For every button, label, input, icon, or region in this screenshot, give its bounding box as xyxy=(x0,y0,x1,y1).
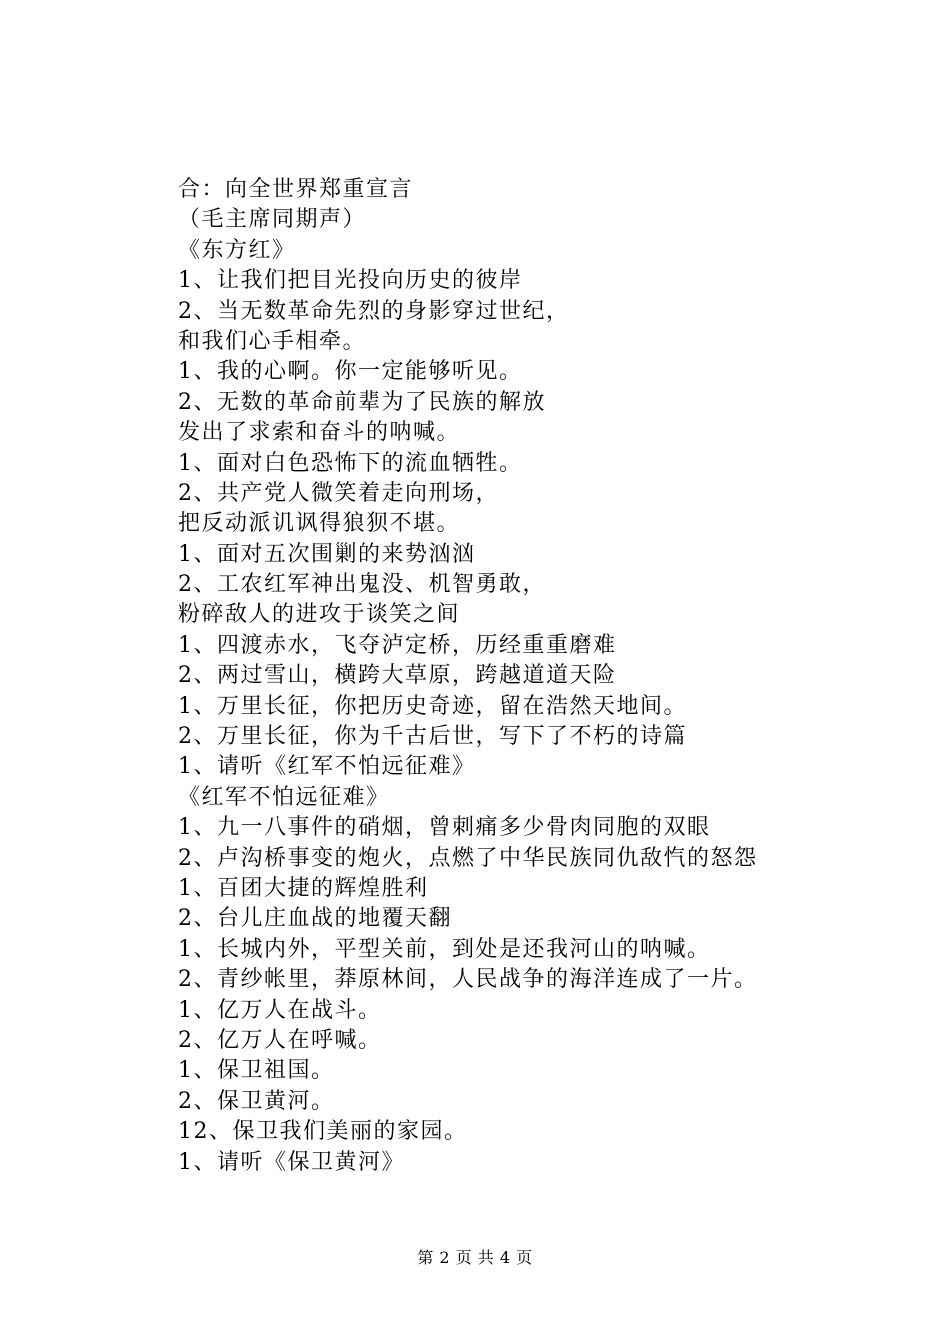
script-line: （毛主席同期声） xyxy=(178,207,367,233)
script-line: 1、保卫祖国。 xyxy=(178,1058,335,1084)
script-line: 2、保卫黄河。 xyxy=(178,1088,335,1114)
script-line: 1、九一八事件的硝烟，曾刺痛多少骨肉同胞的双眼 xyxy=(178,815,711,841)
script-line: 《东方红》 xyxy=(178,237,296,263)
script-line: 12、保卫我们美丽的家园。 xyxy=(178,1119,468,1145)
script-line: 1、万里长征，你把历史奇迹，留在浩然天地间。 xyxy=(178,693,687,719)
script-line: 1、请听《红军不怕远征难》 xyxy=(178,754,476,780)
script-line: 粉碎敌人的进攻于谈笑之间 xyxy=(178,602,461,628)
script-line: 2、台儿庄血战的地覆天翻 xyxy=(178,906,452,932)
script-line: 2、共产党人微笑着走向刑场， xyxy=(178,480,499,506)
script-line: 1、面对五次围剿的来势汹汹 xyxy=(178,541,476,567)
script-line: 2、卢沟桥事变的炮火，点燃了中华民族同仇敌忾的怒怨 xyxy=(178,845,758,871)
page-number-footer: 第 2 页 共 4 页 xyxy=(417,1248,533,1267)
script-line: 1、四渡赤水，飞夺泸定桥，历经重重磨难 xyxy=(178,632,617,658)
script-line: 2、工农红军神出鬼没、机智勇敢， xyxy=(178,572,546,598)
script-line: 2、青纱帐里，莽原林间，人民战争的海洋连成了一片。 xyxy=(178,967,758,993)
script-line: 1、面对白色恐怖下的流血牺牲。 xyxy=(178,450,523,476)
script-line: 把反动派讥讽得狼狈不堪。 xyxy=(178,511,461,537)
script-line: 1、百团大捷的辉煌胜利 xyxy=(178,875,429,901)
script-line: 合：向全世界郑重宣言 xyxy=(178,177,414,202)
script-line: 2、无数的革命前辈为了民族的解放 xyxy=(178,389,546,415)
script-line: 1、我的心啊。你一定能够听见。 xyxy=(178,359,523,385)
script-line: 2、两过雪山，横跨大草原，跨越道道天险 xyxy=(178,663,617,689)
script-line: 2、亿万人在呼喊。 xyxy=(178,1027,382,1053)
script-line: 1、请听《保卫黄河》 xyxy=(178,1149,405,1175)
script-line: 1、让我们把目光投向历史的彼岸 xyxy=(178,268,523,294)
script-line: 《红军不怕远征难》 xyxy=(178,784,390,810)
document-body xyxy=(178,175,918,1178)
script-line: 1、长城内外，平型关前，到处是还我河山的呐喊。 xyxy=(178,936,711,962)
script-line: 发出了求索和奋斗的呐喊。 xyxy=(178,420,461,446)
script-line: 和我们心手相牵。 xyxy=(178,328,367,354)
script-line: 2、当无数革命先烈的身影穿过世纪， xyxy=(178,298,570,324)
script-line: 1、亿万人在战斗。 xyxy=(178,997,382,1023)
script-line: 2、万里长征，你为千古后世，写下了不朽的诗篇 xyxy=(178,724,687,750)
